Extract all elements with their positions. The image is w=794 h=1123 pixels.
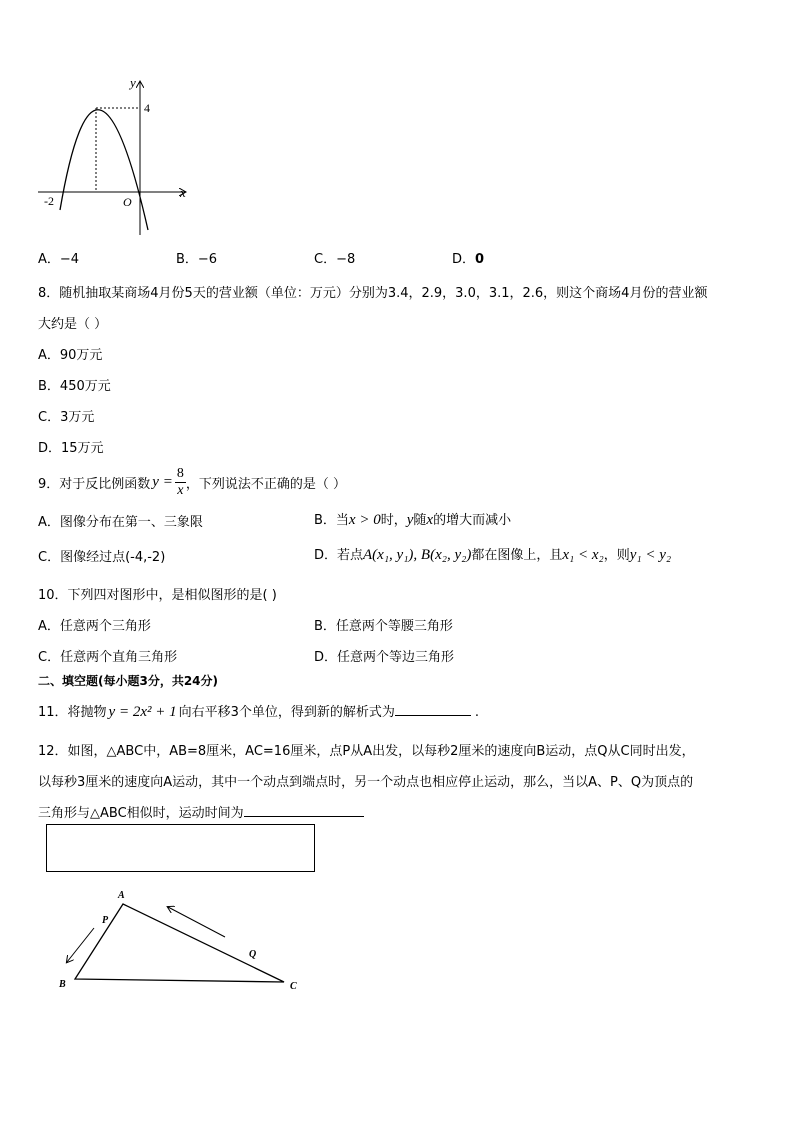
parabola-graph xyxy=(30,70,200,245)
q11-answer-blank[interactable] xyxy=(395,701,471,716)
parabola-curve xyxy=(60,110,148,230)
q10-option-c: C．任意两个直角三角形 xyxy=(38,650,178,665)
q9-option-c: C．图像经过点(-4,-2) xyxy=(38,550,166,565)
q10-option-a: A．任意两个三角形 xyxy=(38,619,151,634)
q10-stem: 10．下列四对图形中，是相似图形的是( ) xyxy=(38,588,277,603)
q8-option-c: C．3万元 xyxy=(38,410,95,425)
q8-option-a: A．90万元 xyxy=(38,348,103,363)
section-title: 二、填空题(每小题3分，共24分) xyxy=(38,674,219,688)
q7-option-d: D．0 xyxy=(452,252,485,267)
q8-stem-line1: 8．随机抽取某商场4月份5天的营业额（单位：万元）分别为3.4，2.9，3.0，3.1，2.6，则这个商场4月份的营业额 xyxy=(38,286,708,301)
q12-stem-line2: 以每秒3厘米的速度向A运动，其中一个动点到端点时，另一个动点也相应停止运动，那么，当以A、P、Q为顶点的 xyxy=(38,775,694,790)
q9-option-b: B．当x > 0时，y随x的增大而减小 xyxy=(314,512,512,528)
tick-label-4: 4 xyxy=(144,101,150,115)
q10-option-b: B．任意两个等腰三角形 xyxy=(314,619,453,634)
y-axis-label: y xyxy=(130,75,136,90)
x-axis-label: x xyxy=(180,185,186,200)
point-label-p: P xyxy=(102,915,109,926)
triangle-figure xyxy=(55,885,315,1000)
q9-stem: 9．对于反比例函数 y = $\frac{8}{x}$ ，下列说法不正确的是（ ） xyxy=(38,465,346,498)
q12-stem-line3: 三角形与△ABC相似时，运动时间为 xyxy=(38,802,364,821)
q7-option-b: B．−6 xyxy=(176,252,218,267)
q11-function: y = 2x² + 1 xyxy=(108,704,177,720)
vertex-label-b: B xyxy=(59,979,66,990)
q12-stem-line1: 12．如图，△ABC中，AB=8厘米，AC=16厘米，点P从A出发，以每秒2厘米的速度向B运动，点Q从C同时出发， xyxy=(38,744,695,759)
q7-option-a: A．−4 xyxy=(38,252,80,267)
q9-function: y = xyxy=(152,473,173,490)
point-label-q: Q xyxy=(249,949,257,960)
q7-option-c: C．−8 xyxy=(314,252,356,267)
q8-option-d: D．15万元 xyxy=(38,441,104,456)
q11-stem: 11．将抛物 y = 2x² + 1 向右平移3个单位，得到新的解析式为 . xyxy=(38,701,479,721)
arrow-q-direction xyxy=(168,907,225,937)
answer-box[interactable] xyxy=(46,824,315,872)
q8-option-b: B．450万元 xyxy=(38,379,111,394)
arrow-p-direction xyxy=(67,928,94,962)
q12-answer-blank[interactable] xyxy=(244,802,364,817)
q10-option-d: D．任意两个等边三角形 xyxy=(314,650,455,665)
tick-label-neg2: -2 xyxy=(44,194,54,208)
q9-option-d: D．若点A(x₁, y₁), B(x₂, y₂)都在图像上，且x₁ < x₂，则y₁ < y₂ xyxy=(314,547,672,563)
q9-option-a: A．图像分布在第一、三象限 xyxy=(38,515,203,530)
q8-stem-line2: 大约是（ ） xyxy=(38,317,108,332)
vertex-label-a: A xyxy=(118,890,125,901)
q9-fraction: $\frac{8}{x}$ xyxy=(176,465,184,498)
vertex-label-c: C xyxy=(290,981,297,992)
origin-label: O xyxy=(123,195,132,209)
